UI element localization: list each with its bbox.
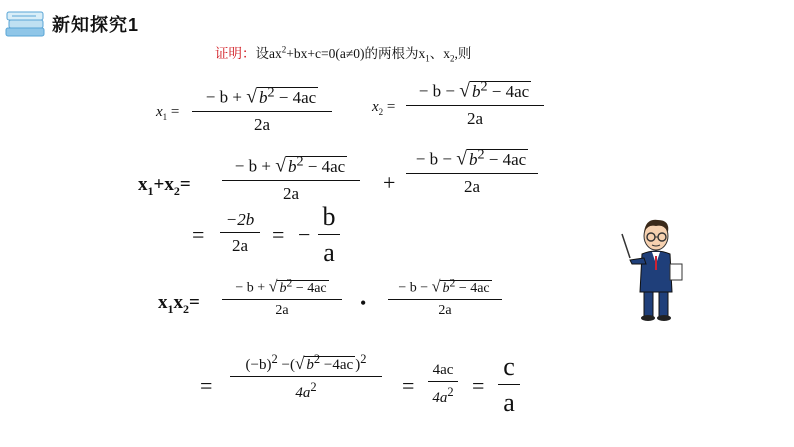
x2-numerator: − b − √ $b^2 - 4ac$ <box>418 78 530 102</box>
x1-fraction <box>192 84 332 135</box>
product-fraction-2: − b − √ $b^2 - 4ac$ 2a <box>388 276 502 319</box>
proof-label: 证明： <box>215 46 256 61</box>
product-eq2: = <box>402 373 415 398</box>
x2-fraction <box>406 78 544 129</box>
x1-numerator: − b + √ $b^2 - 4ac$ <box>205 84 317 108</box>
sum-lhs: $x_1+x_2=$ <box>138 174 191 198</box>
multiply-dot: • <box>360 293 367 313</box>
teacher-pointing-icon <box>616 214 696 329</box>
sum-fraction-2: − b − √ $b^2 - 4ac$ 2a <box>406 146 538 197</box>
product-eq3: = <box>472 373 485 398</box>
product-step-eq: = <box>200 373 213 398</box>
x1-denominator: 2a <box>253 114 271 134</box>
product-step2-fraction: 4ac $4a^2$ <box>428 362 458 407</box>
intro-line: 证明：设$ax^2+bx+c=0(a\ne 0)$的两根为$x_1$、$x_2$,则 <box>215 44 472 64</box>
x2-label: $x_2$ = <box>372 99 396 117</box>
sum-result: b a <box>318 202 340 268</box>
sum-fraction-1: − b + √ $b^2 - 4ac$ 2a <box>222 153 360 204</box>
x1-label: $x_1$ = <box>156 104 180 122</box>
x2-denominator: 2a <box>466 108 484 128</box>
plus-operator: + <box>383 170 396 195</box>
page-title: 新知探究1 <box>52 15 140 35</box>
books-icon <box>4 6 48 45</box>
product-fraction-1: − b + √ $b^2 - 4ac$ 2a <box>222 276 342 319</box>
sum-eq2: = <box>272 222 285 247</box>
product-step-fraction: $(-b)^2$ −(√ $b^2 -4ac$ )$^2$ $4a^2$ <box>230 352 382 402</box>
product-result: c a <box>498 352 520 418</box>
neg-sign: − <box>298 222 311 247</box>
sum-step-eq: = <box>192 222 205 247</box>
product-lhs: $x_1x_2=$ <box>158 292 200 316</box>
sum-step-fraction: −2b 2a <box>220 210 260 256</box>
